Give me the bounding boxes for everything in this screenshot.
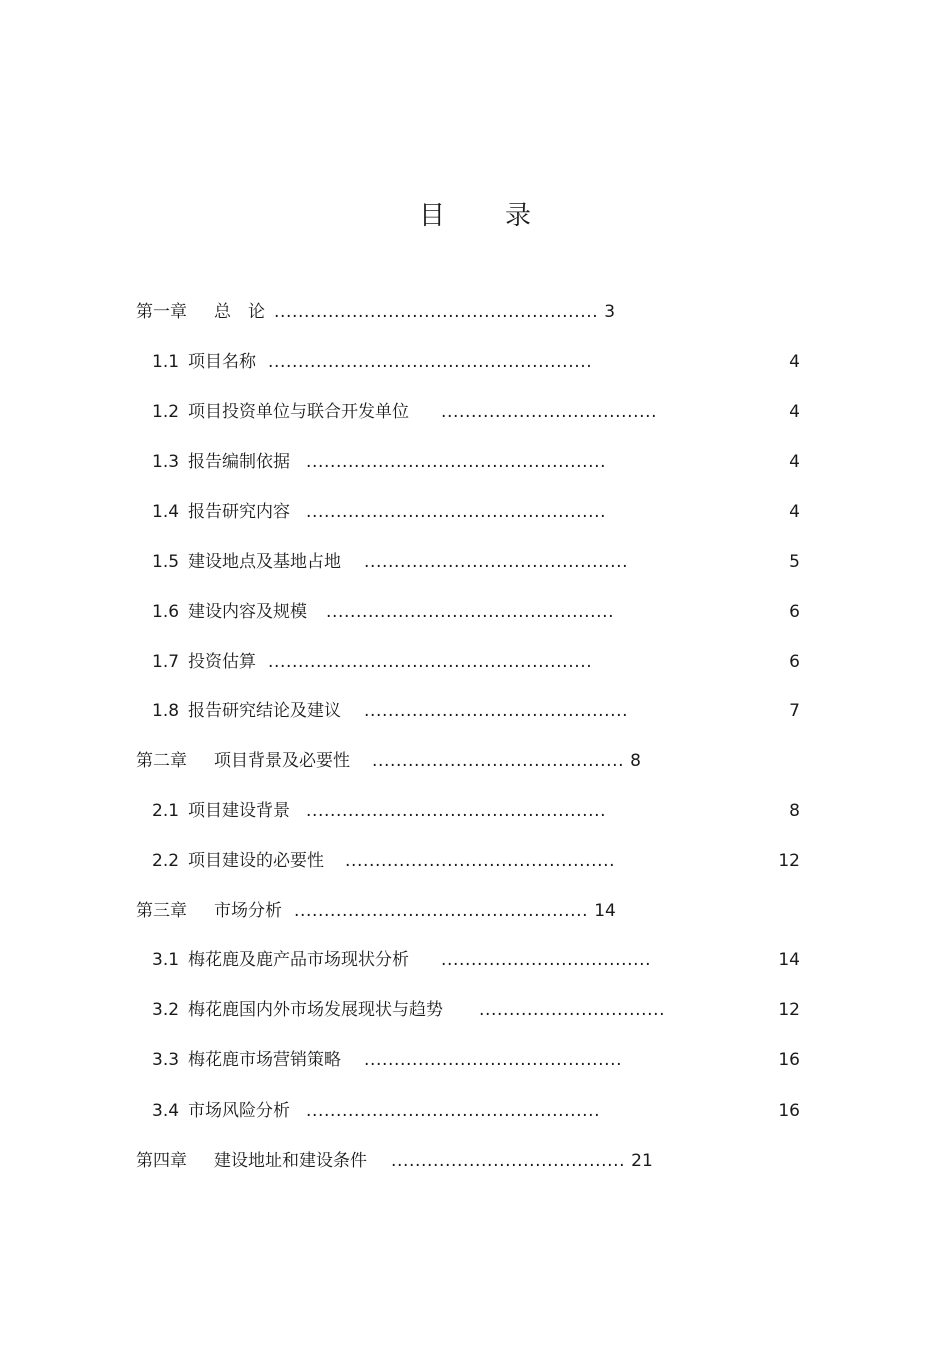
page-number: 12 (778, 851, 800, 871)
toc-chapter-1[interactable] (136, 300, 615, 324)
page-number: 7 (789, 701, 800, 721)
page-number: 21 (631, 1151, 653, 1171)
section-number: 3.4 (152, 1101, 180, 1121)
section-title: 项目建设的必要性 (188, 851, 324, 871)
page-number: 8 (789, 801, 800, 821)
page-number: 3 (604, 302, 616, 322)
toc-section-1-8[interactable] (152, 699, 800, 723)
page-number: 6 (789, 602, 800, 622)
toc-section-3-2[interactable] (152, 998, 800, 1022)
section-title: 报告研究内容 (188, 502, 290, 522)
title-char-1: 目 (418, 201, 445, 231)
toc-section-1-4[interactable] (152, 500, 800, 524)
toc-chapter-4[interactable] (136, 1149, 653, 1173)
section-title: 建设地点及基地占地 (188, 552, 341, 572)
leader-dots: .......................................... (372, 751, 625, 771)
toc-section-1-7[interactable] (152, 650, 800, 674)
section-title: 项目名称 (188, 352, 256, 372)
toc-section-3-1[interactable] (152, 948, 800, 972)
leader-dots: ............................... (479, 1000, 666, 1020)
section-number: 1.5 (152, 552, 180, 572)
toc-chapter-3[interactable] (136, 899, 616, 923)
page-number: 4 (789, 402, 800, 422)
leader-dots: ................................................. (294, 901, 589, 921)
leader-dots: .................................... (441, 402, 658, 422)
leader-dots: ....................................... (391, 1151, 626, 1171)
toc-section-3-3[interactable] (152, 1048, 800, 1072)
section-number: 1.3 (152, 452, 180, 472)
section-number: 3.1 (152, 950, 180, 970)
leader-dots: ................................... (441, 950, 652, 970)
page-number: 12 (778, 1000, 800, 1020)
section-title: 梅花鹿及鹿产品市场现状分析 (188, 950, 409, 970)
page-number: 4 (789, 452, 800, 472)
leader-dots: ............................................ (364, 552, 629, 572)
section-number: 2.2 (152, 851, 180, 871)
section-title: 投资估算 (188, 652, 256, 672)
chapter-title: 市场分析 (214, 901, 282, 921)
section-number: 1.7 (152, 652, 180, 672)
chapter-label: 第三章 (136, 901, 187, 921)
section-title: 项目建设背景 (188, 801, 290, 821)
toc-section-1-2[interactable] (152, 400, 800, 424)
leader-dots: ...................................................... (268, 352, 593, 372)
page-title (0, 195, 950, 232)
toc-section-1-5[interactable] (152, 550, 800, 574)
section-number: 1.2 (152, 402, 180, 422)
toc-section-2-2[interactable] (152, 849, 800, 873)
toc-section-1-6[interactable] (152, 600, 800, 624)
page-number: 14 (594, 901, 616, 921)
toc-section-3-4[interactable] (152, 1099, 800, 1123)
leader-dots: ............................................. (345, 851, 616, 871)
leader-dots: ........................................... (364, 1050, 623, 1070)
chapter-title: 建设地址和建设条件 (214, 1151, 367, 1171)
leader-dots: ...................................................... (274, 302, 599, 322)
leader-dots: ...................................................... (268, 652, 593, 672)
section-title: 市场风险分析 (188, 1101, 290, 1121)
section-number: 1.6 (152, 602, 180, 622)
section-title: 报告编制依据 (188, 452, 290, 472)
chapter-title: 总 论 (214, 302, 265, 322)
section-title: 项目投资单位与联合开发单位 (188, 402, 409, 422)
section-number: 1.1 (152, 352, 180, 372)
page-number: 5 (789, 552, 800, 572)
leader-dots: .................................................. (306, 801, 607, 821)
page-number: 4 (789, 352, 800, 372)
section-number: 3.2 (152, 1000, 180, 1020)
section-number: 1.4 (152, 502, 180, 522)
page-number: 4 (789, 502, 800, 522)
toc-chapter-2[interactable] (136, 749, 641, 773)
title-char-2: 录 (505, 201, 532, 231)
page-number: 14 (778, 950, 800, 970)
leader-dots: .................................................. (306, 452, 607, 472)
section-title: 建设内容及规模 (188, 602, 307, 622)
leader-dots: ................................................. (306, 1101, 601, 1121)
section-number: 2.1 (152, 801, 180, 821)
chapter-label: 第一章 (136, 302, 187, 322)
chapter-label: 第四章 (136, 1151, 187, 1171)
page-number: 8 (630, 751, 641, 771)
chapter-title: 项目背景及必要性 (214, 751, 350, 771)
leader-dots: ................................................ (326, 602, 615, 622)
leader-dots: ............................................ (364, 701, 629, 721)
section-number: 1.8 (152, 701, 180, 721)
toc-section-1-1[interactable] (152, 350, 800, 374)
section-title: 梅花鹿市场营销策略 (188, 1050, 341, 1070)
section-title: 报告研究结论及建议 (188, 701, 341, 721)
toc-section-1-3[interactable] (152, 450, 800, 474)
toc-section-2-1[interactable] (152, 799, 800, 823)
section-number: 3.3 (152, 1050, 180, 1070)
leader-dots: .................................................. (306, 502, 607, 522)
page-number: 16 (778, 1050, 800, 1070)
section-title: 梅花鹿国内外市场发展现状与趋势 (188, 1000, 443, 1020)
chapter-label: 第二章 (136, 751, 187, 771)
page-number: 6 (789, 652, 800, 672)
page-number: 16 (778, 1101, 800, 1121)
